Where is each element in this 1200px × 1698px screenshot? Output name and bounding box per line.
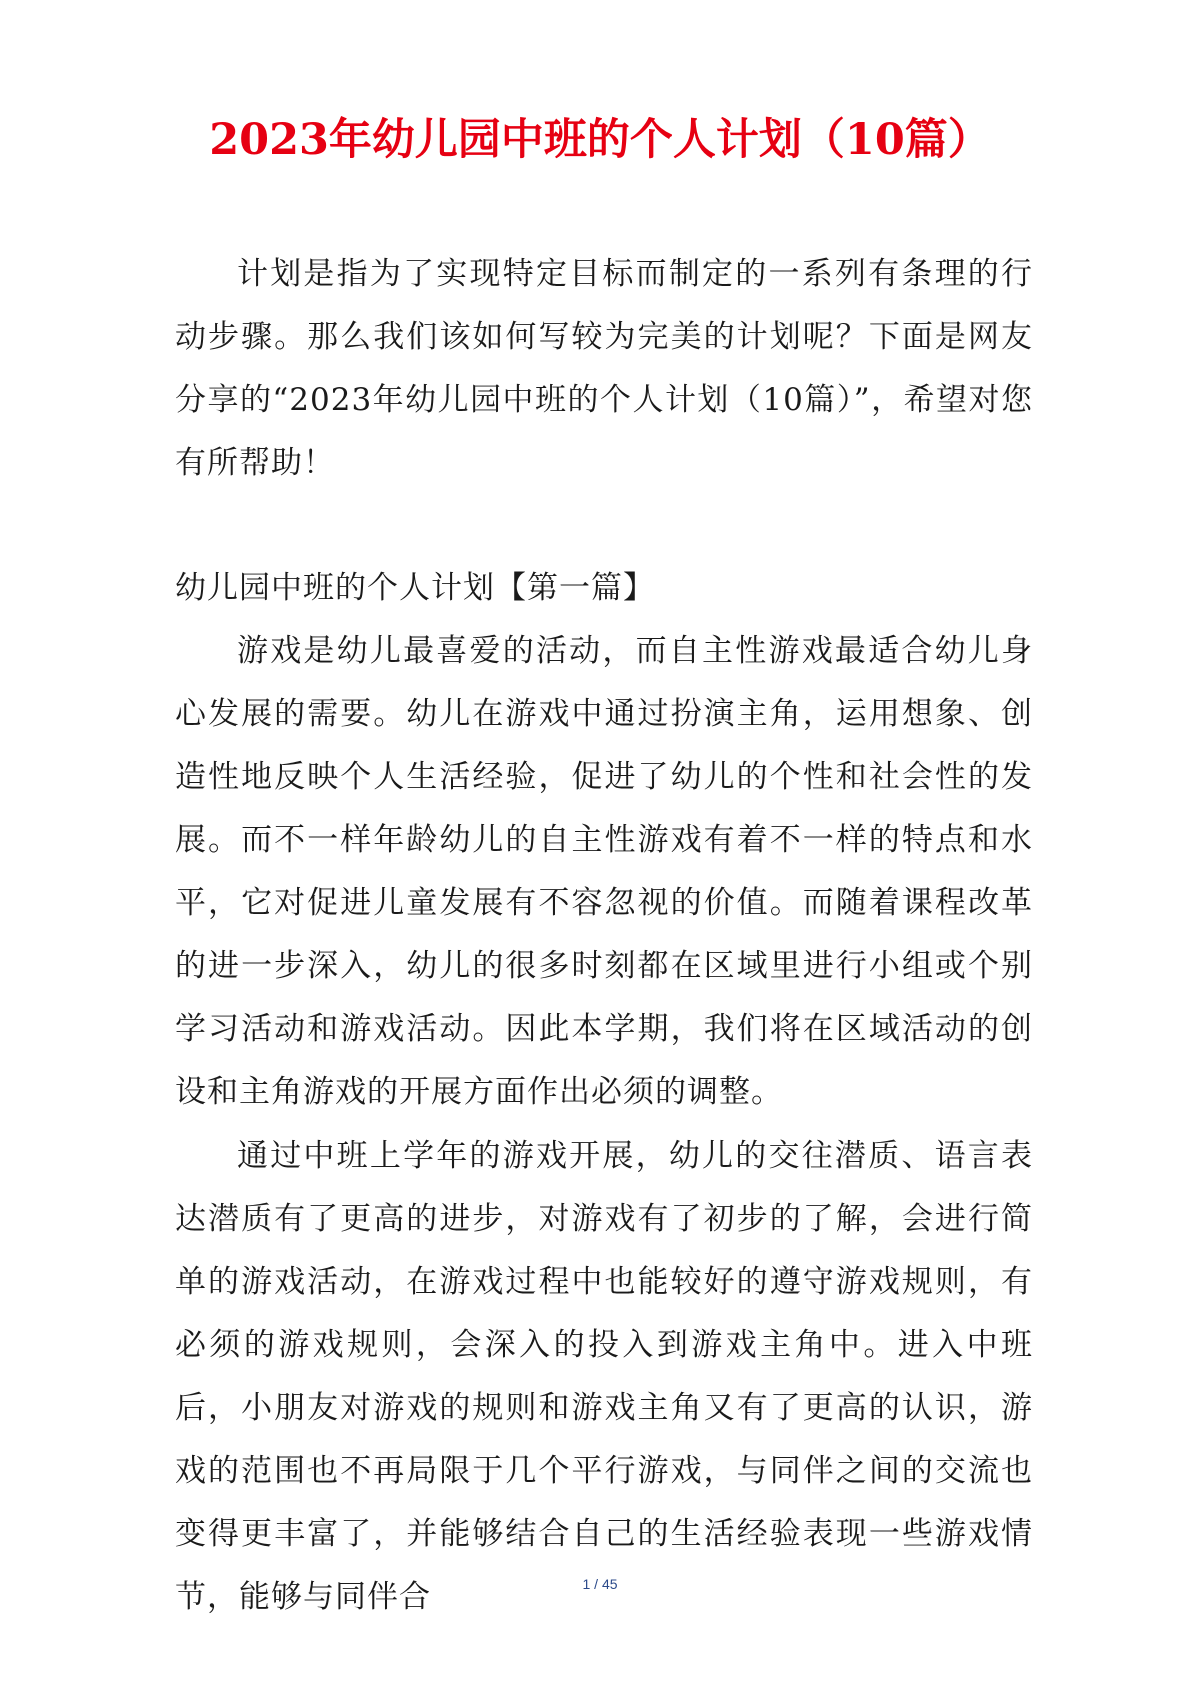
body-paragraph-1: 游戏是幼儿最喜爱的活动，而自主性游戏最适合幼儿身心发展的需要。幼儿在游戏中通过扮演主角，运用想象、创造性地反映个人生活经验，促进了幼儿的个性和社会性的发展。而不一样年龄幼儿的自主性游戏有着不一样的特点和水平，它对促进儿童发展有不容忽视的价值。而随着课程改革的进一步深入，幼儿的很多时刻都在区域里进行小组或个别学习活动和游戏活动。因此本学期，我们将在区域活动的创设和主角游戏的开展方面作出必须的调整。 [175,633,1033,1110]
document-title: 2023年幼儿园中班的个人计划（10篇） [209,115,991,165]
section-heading: 幼儿园中班的个人计划【第一篇】 [175,570,655,606]
page-number: 1 / 45 [582,1576,618,1592]
body-paragraph-2: 通过中班上学年的游戏开展，幼儿的交往潜质、语言表达潜质有了更高的进步，对游戏有了初步的了解，会进行简单的游戏活动，在游戏过程中也能较好的遵守游戏规则，有必须的游戏规则，会深入的投入到游戏主角中。进入中班后，小朋友对游戏的规则和游戏主角又有了更高的认识，游戏的范围也不再局限于几个平行游戏，与同伴之间的交流也变得更丰富了，并能够结合自己的生活经验表现一些游戏情节，能够与同伴合 [175,1138,1033,1615]
intro-paragraph: 计划是指为了实现特定目标而制定的一系列有条理的行动步骤。那么我们该如何写较为完美的计划呢？下面是网友分享的“2023年幼儿园中班的个人计划（10篇）”，希望对您有所帮助！ [175,256,1033,481]
